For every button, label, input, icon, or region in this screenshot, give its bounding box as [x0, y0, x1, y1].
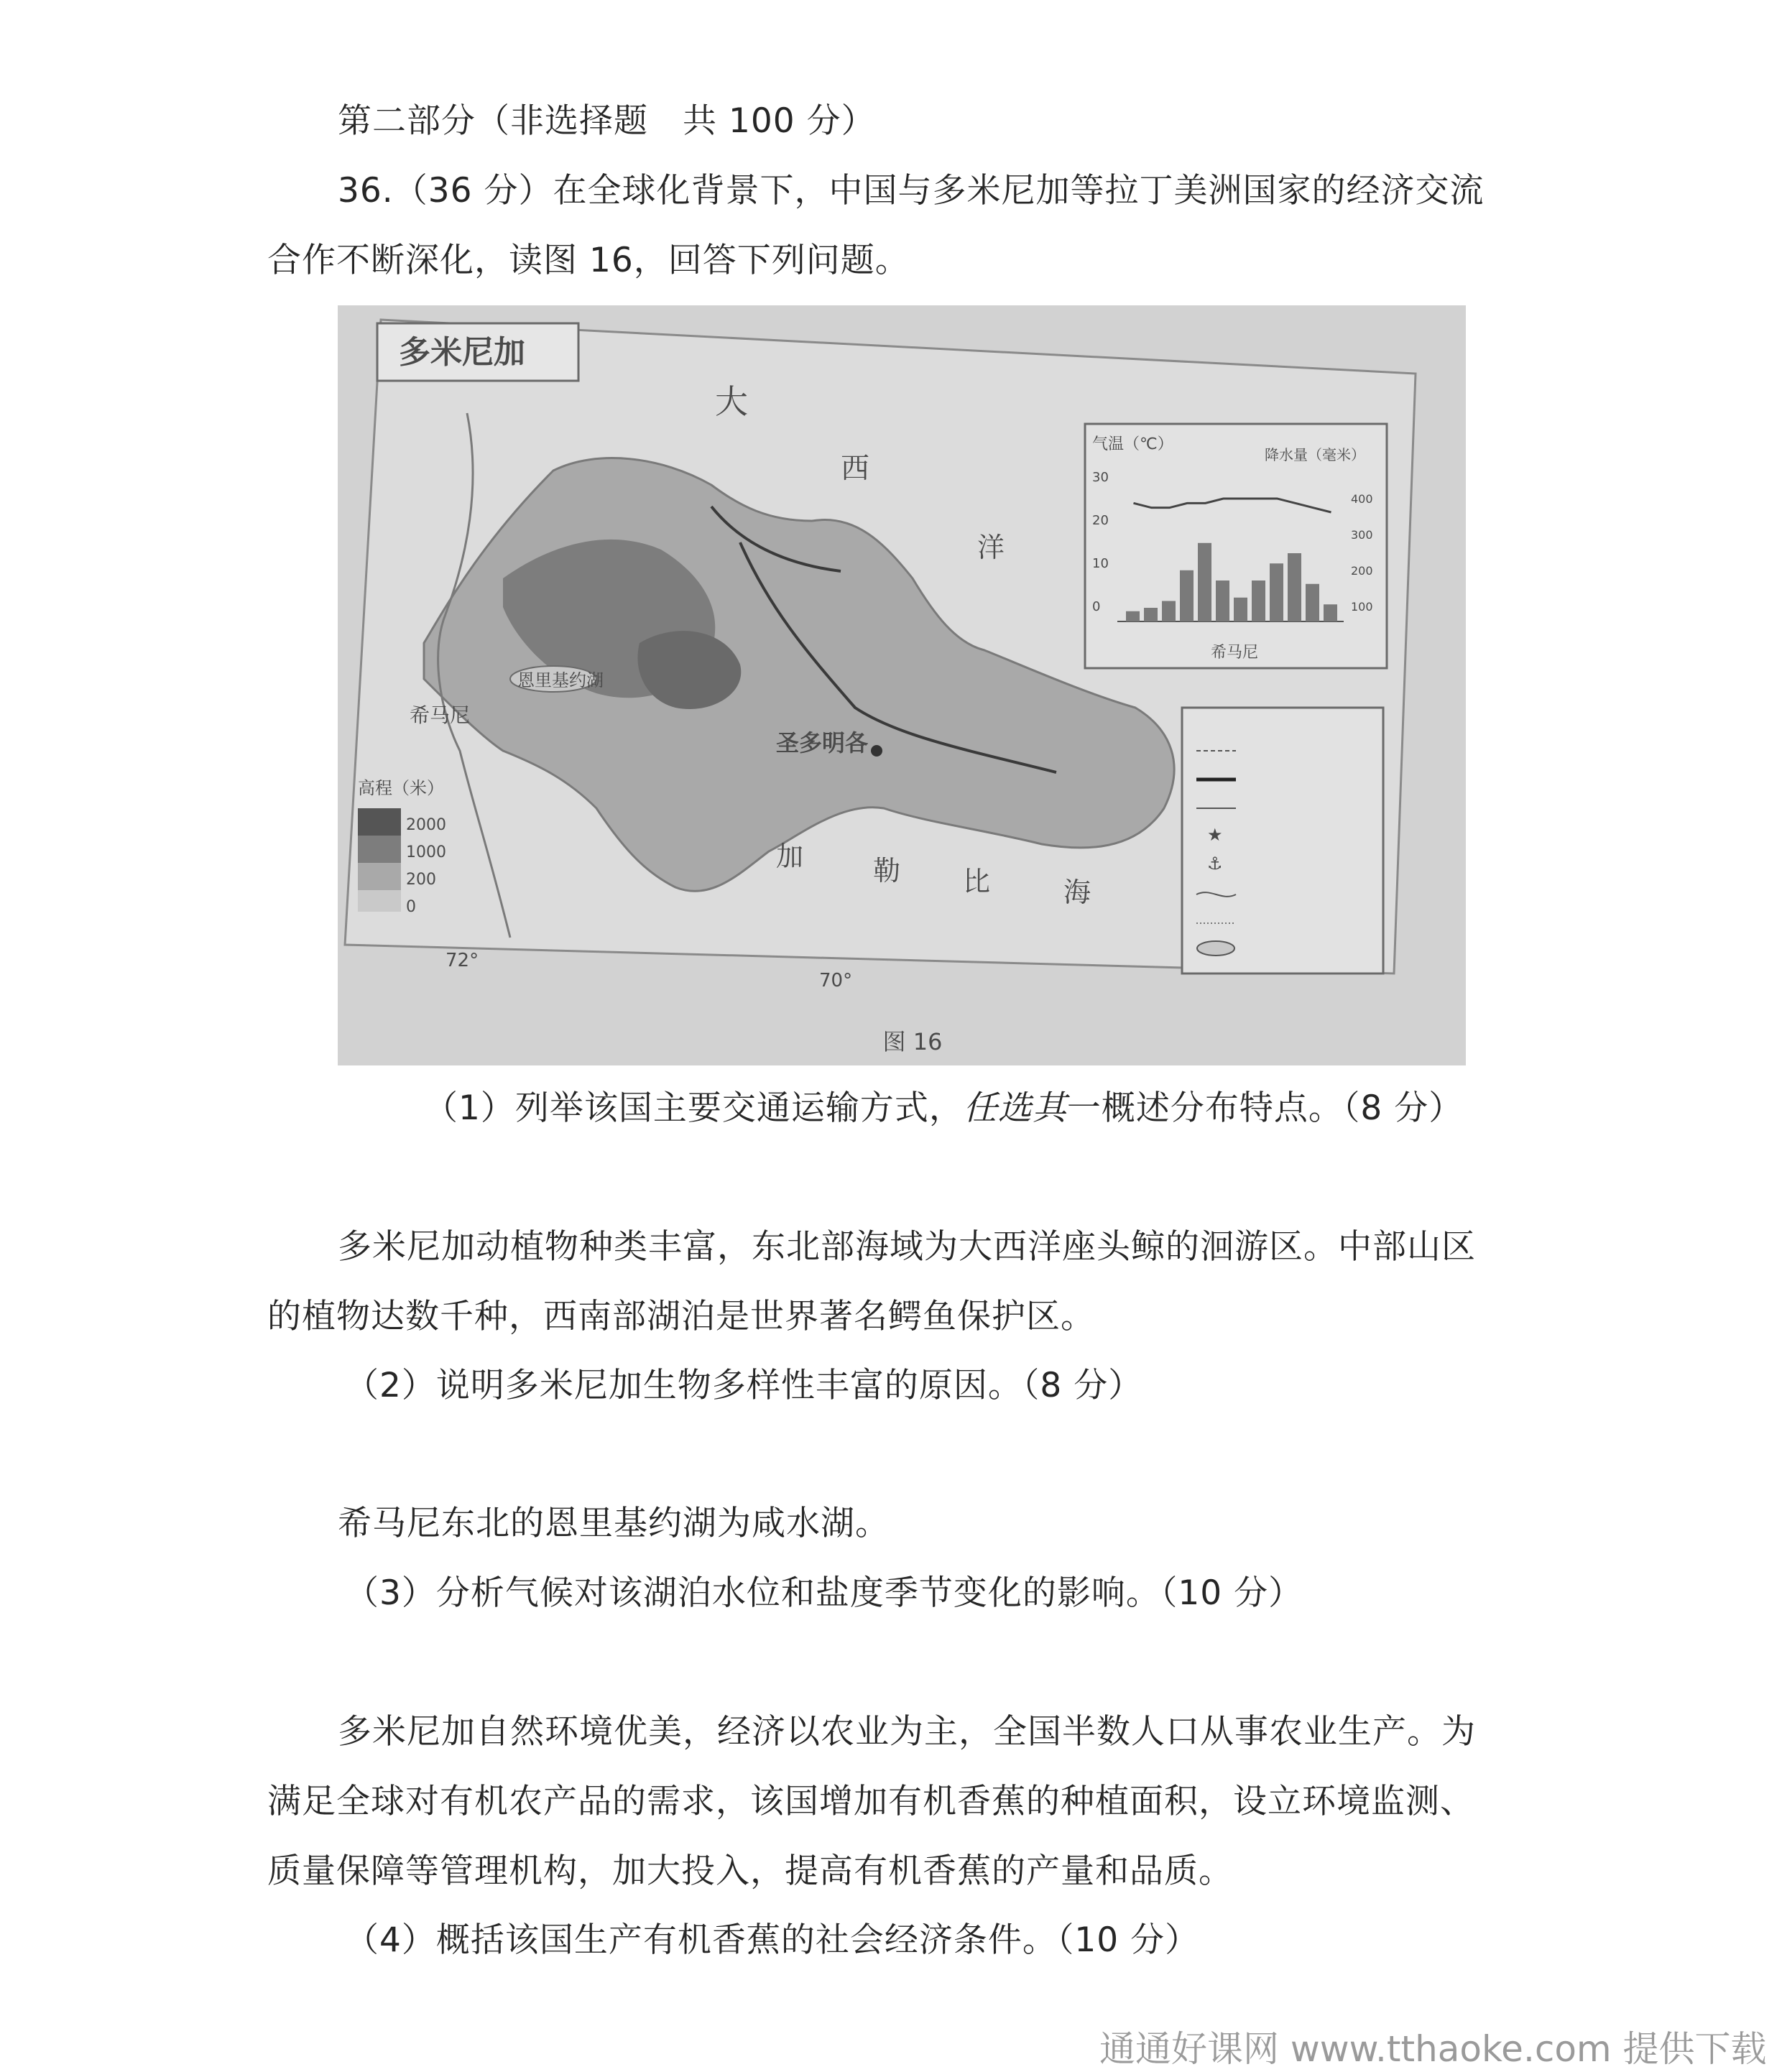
climate-y-tick-20: 20 — [1092, 513, 1109, 528]
paragraph-4-line1: 多米尼加自然环境优美，经济以农业为主，全国半数人口从事农业生产。为 — [338, 1712, 1476, 1752]
precip-bar — [1144, 608, 1158, 621]
question-4: （4）概括该国生产有机香蕉的社会经济条件。（10 分） — [345, 1920, 1200, 1960]
elevation-level-2000: 2000 — [406, 816, 446, 834]
legend-airport-icon: ★ — [1207, 825, 1223, 845]
question-36-intro-line1: 36.（36 分）在全球化背景下，中国与多米尼加等拉丁美洲国家的经济交流 — [338, 171, 1485, 211]
legend-lake-icon — [1197, 941, 1234, 956]
longitude-west-label: 72° — [446, 950, 479, 971]
climate-chart — [1085, 424, 1387, 668]
paragraph-3: 希马尼东北的恩里基约湖为咸水湖。 — [338, 1504, 890, 1543]
elevation-legend-title: 高程（米） — [358, 778, 444, 798]
climate-y2-tick-300: 300 — [1351, 528, 1373, 542]
longitude-east-label: 70° — [819, 970, 853, 991]
sea-label-3: 比 — [963, 866, 991, 897]
footer-watermark: 通通好课网 www.tthaoke.com 提供下载 — [1099, 2028, 1767, 2070]
city-label-west: 希马尼 — [410, 703, 471, 727]
map-legend — [1182, 708, 1383, 973]
figure-caption: 图 16 — [882, 1028, 943, 1055]
elevation-swatch-200 — [358, 863, 401, 890]
climate-chart-y2label: 降水量（毫米） — [1265, 446, 1365, 463]
precip-bar — [1306, 584, 1319, 621]
question-1-italic: 任选其 — [963, 1088, 1067, 1128]
question-36-intro-line2: 合作不断深化，读图 16，回答下列问题。 — [267, 241, 910, 280]
elevation-swatch-0 — [358, 890, 401, 912]
ocean-label-3: 洋 — [977, 532, 1005, 563]
climate-y2-tick-100: 100 — [1351, 600, 1373, 614]
figure-16-map — [338, 305, 1466, 1065]
elevation-level-0: 0 — [406, 898, 416, 916]
question-3: （3）分析气候对该湖泊水位和盐度季节变化的影响。（10 分） — [345, 1573, 1303, 1613]
sea-label-2: 勒 — [873, 855, 901, 887]
paragraph-4-line2: 满足全球对有机农产品的需求，该国增加有机香蕉的种植面积，设立环境监测、 — [267, 1782, 1474, 1821]
precip-bar — [1234, 598, 1247, 621]
map-title: 多米尼加 — [399, 334, 525, 371]
question-1 — [424, 1086, 1667, 1131]
climate-y2-tick-200: 200 — [1351, 564, 1373, 578]
lake-label: 恩里基约湖 — [517, 670, 604, 690]
precip-bar — [1270, 563, 1283, 621]
capital-marker — [871, 745, 882, 757]
question-2: （2）说明多米尼加生物多样性丰富的原因。（8 分） — [345, 1366, 1143, 1405]
climate-chart-ylabel: 气温（℃） — [1092, 435, 1173, 453]
question-1-prefix: （1）列举该国主要交通运输方式， — [424, 1088, 964, 1128]
precip-bar — [1288, 553, 1301, 621]
elevation-level-1000: 1000 — [406, 843, 446, 861]
ocean-label-1: 大 — [715, 382, 748, 421]
climate-y-tick-10: 10 — [1092, 556, 1109, 571]
elevation-swatch-2000 — [358, 808, 401, 836]
climate-y-tick-30: 30 — [1092, 470, 1109, 485]
precip-bar — [1252, 581, 1265, 621]
legend-port-icon: ⚓ — [1207, 854, 1223, 874]
elevation-swatch-1000 — [358, 836, 401, 863]
climate-chart-city: 希马尼 — [1211, 644, 1259, 662]
sea-label-1: 加 — [776, 841, 804, 872]
precip-bar — [1216, 581, 1229, 621]
elevation-level-200: 200 — [406, 871, 436, 889]
precip-bar — [1126, 611, 1140, 621]
climate-y-tick-0: 0 — [1092, 599, 1101, 614]
precip-bar — [1324, 604, 1337, 621]
precip-bar — [1162, 601, 1176, 622]
sea-label-4: 海 — [1063, 877, 1091, 908]
section-title: 第二部分（非选择题 共 100 分） — [338, 101, 876, 141]
paragraph-4-line3: 质量保障等管理机构，加大投入，提高有机香蕉的产量和品质。 — [267, 1851, 1233, 1891]
paragraph-2-line2: 的植物达数千种，西南部湖泊是世界著名鳄鱼保护区。 — [267, 1297, 1095, 1336]
map-svg — [338, 305, 1466, 1065]
question-1-suffix: 一概述分布特点。（8 分） — [1066, 1088, 1464, 1128]
capital-label: 圣多明各 — [776, 729, 869, 757]
precip-bar — [1198, 543, 1211, 621]
paragraph-2-line1: 多米尼加动植物种类丰富，东北部海域为大西洋座头鲸的洄游区。中部山区 — [338, 1227, 1476, 1267]
precip-bar — [1180, 570, 1194, 621]
ocean-label-2: 西 — [841, 452, 869, 485]
climate-y2-tick-400: 400 — [1351, 492, 1373, 506]
